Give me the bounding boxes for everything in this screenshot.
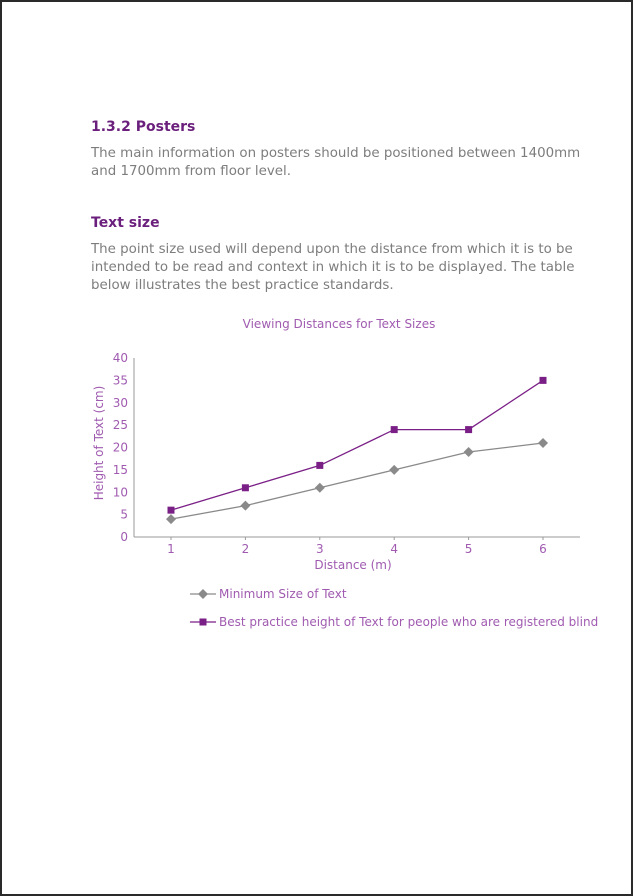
- diamond-point: [538, 438, 548, 448]
- chart-title: Viewing Distances for Text Sizes: [242, 317, 436, 331]
- text-size-body: The point size used will depend upon the distance from which it is to be intended to be read and context in which it is to be displayed. The table below illustrates the best practice standards.: [91, 242, 575, 293]
- series-line: [171, 380, 543, 510]
- section-heading: 1.3.2 Posters: [91, 119, 196, 135]
- x-tick-label: 3: [315, 542, 324, 556]
- y-tick-label: 35: [112, 373, 128, 388]
- square-point: [168, 507, 175, 514]
- diamond-point: [389, 465, 399, 475]
- y-tick-label: 20: [112, 440, 128, 455]
- square-point: [391, 426, 398, 433]
- square-point: [316, 462, 323, 469]
- y-axis-label: Height of Text (cm): [92, 385, 106, 501]
- x-tick-label: 6: [539, 542, 547, 556]
- x-tick-label: 1: [167, 542, 175, 556]
- square-point: [540, 377, 547, 384]
- square-point: [200, 619, 207, 626]
- square-point: [465, 426, 472, 433]
- diamond-point: [315, 483, 325, 493]
- x-tick-label: 4: [390, 542, 399, 556]
- legend-label: Minimum Size of Text: [219, 587, 347, 601]
- chart-axes: [113, 351, 580, 556]
- diamond-point: [464, 447, 474, 457]
- y-tick-label: 30: [112, 395, 128, 410]
- diamond-point: [198, 589, 208, 599]
- y-tick-label: 5: [120, 507, 128, 522]
- legend-label: Best practice height of Text for people who are registered blind: [219, 615, 599, 629]
- chart-legend: [190, 587, 598, 629]
- y-tick-label: 40: [112, 351, 128, 365]
- y-tick-label: 25: [112, 418, 128, 433]
- text-size-heading: Text size: [91, 215, 160, 231]
- y-tick-label: 0: [120, 530, 128, 544]
- chart-series: [166, 377, 548, 524]
- square-point: [242, 484, 249, 491]
- diamond-point: [240, 501, 250, 511]
- x-tick-label: 5: [464, 542, 473, 556]
- diamond-point: [166, 514, 176, 524]
- series-line: [171, 443, 543, 519]
- viewing-distance-chart: [2, 2, 631, 894]
- x-tick-label: 2: [241, 542, 250, 556]
- section-body: The main information on posters should be positioned between 1400mm and 1700mm from floor level.: [91, 146, 581, 179]
- y-tick-label: 10: [112, 485, 128, 500]
- x-axis-label: Distance (m): [314, 558, 392, 572]
- y-tick-label: 15: [112, 462, 128, 477]
